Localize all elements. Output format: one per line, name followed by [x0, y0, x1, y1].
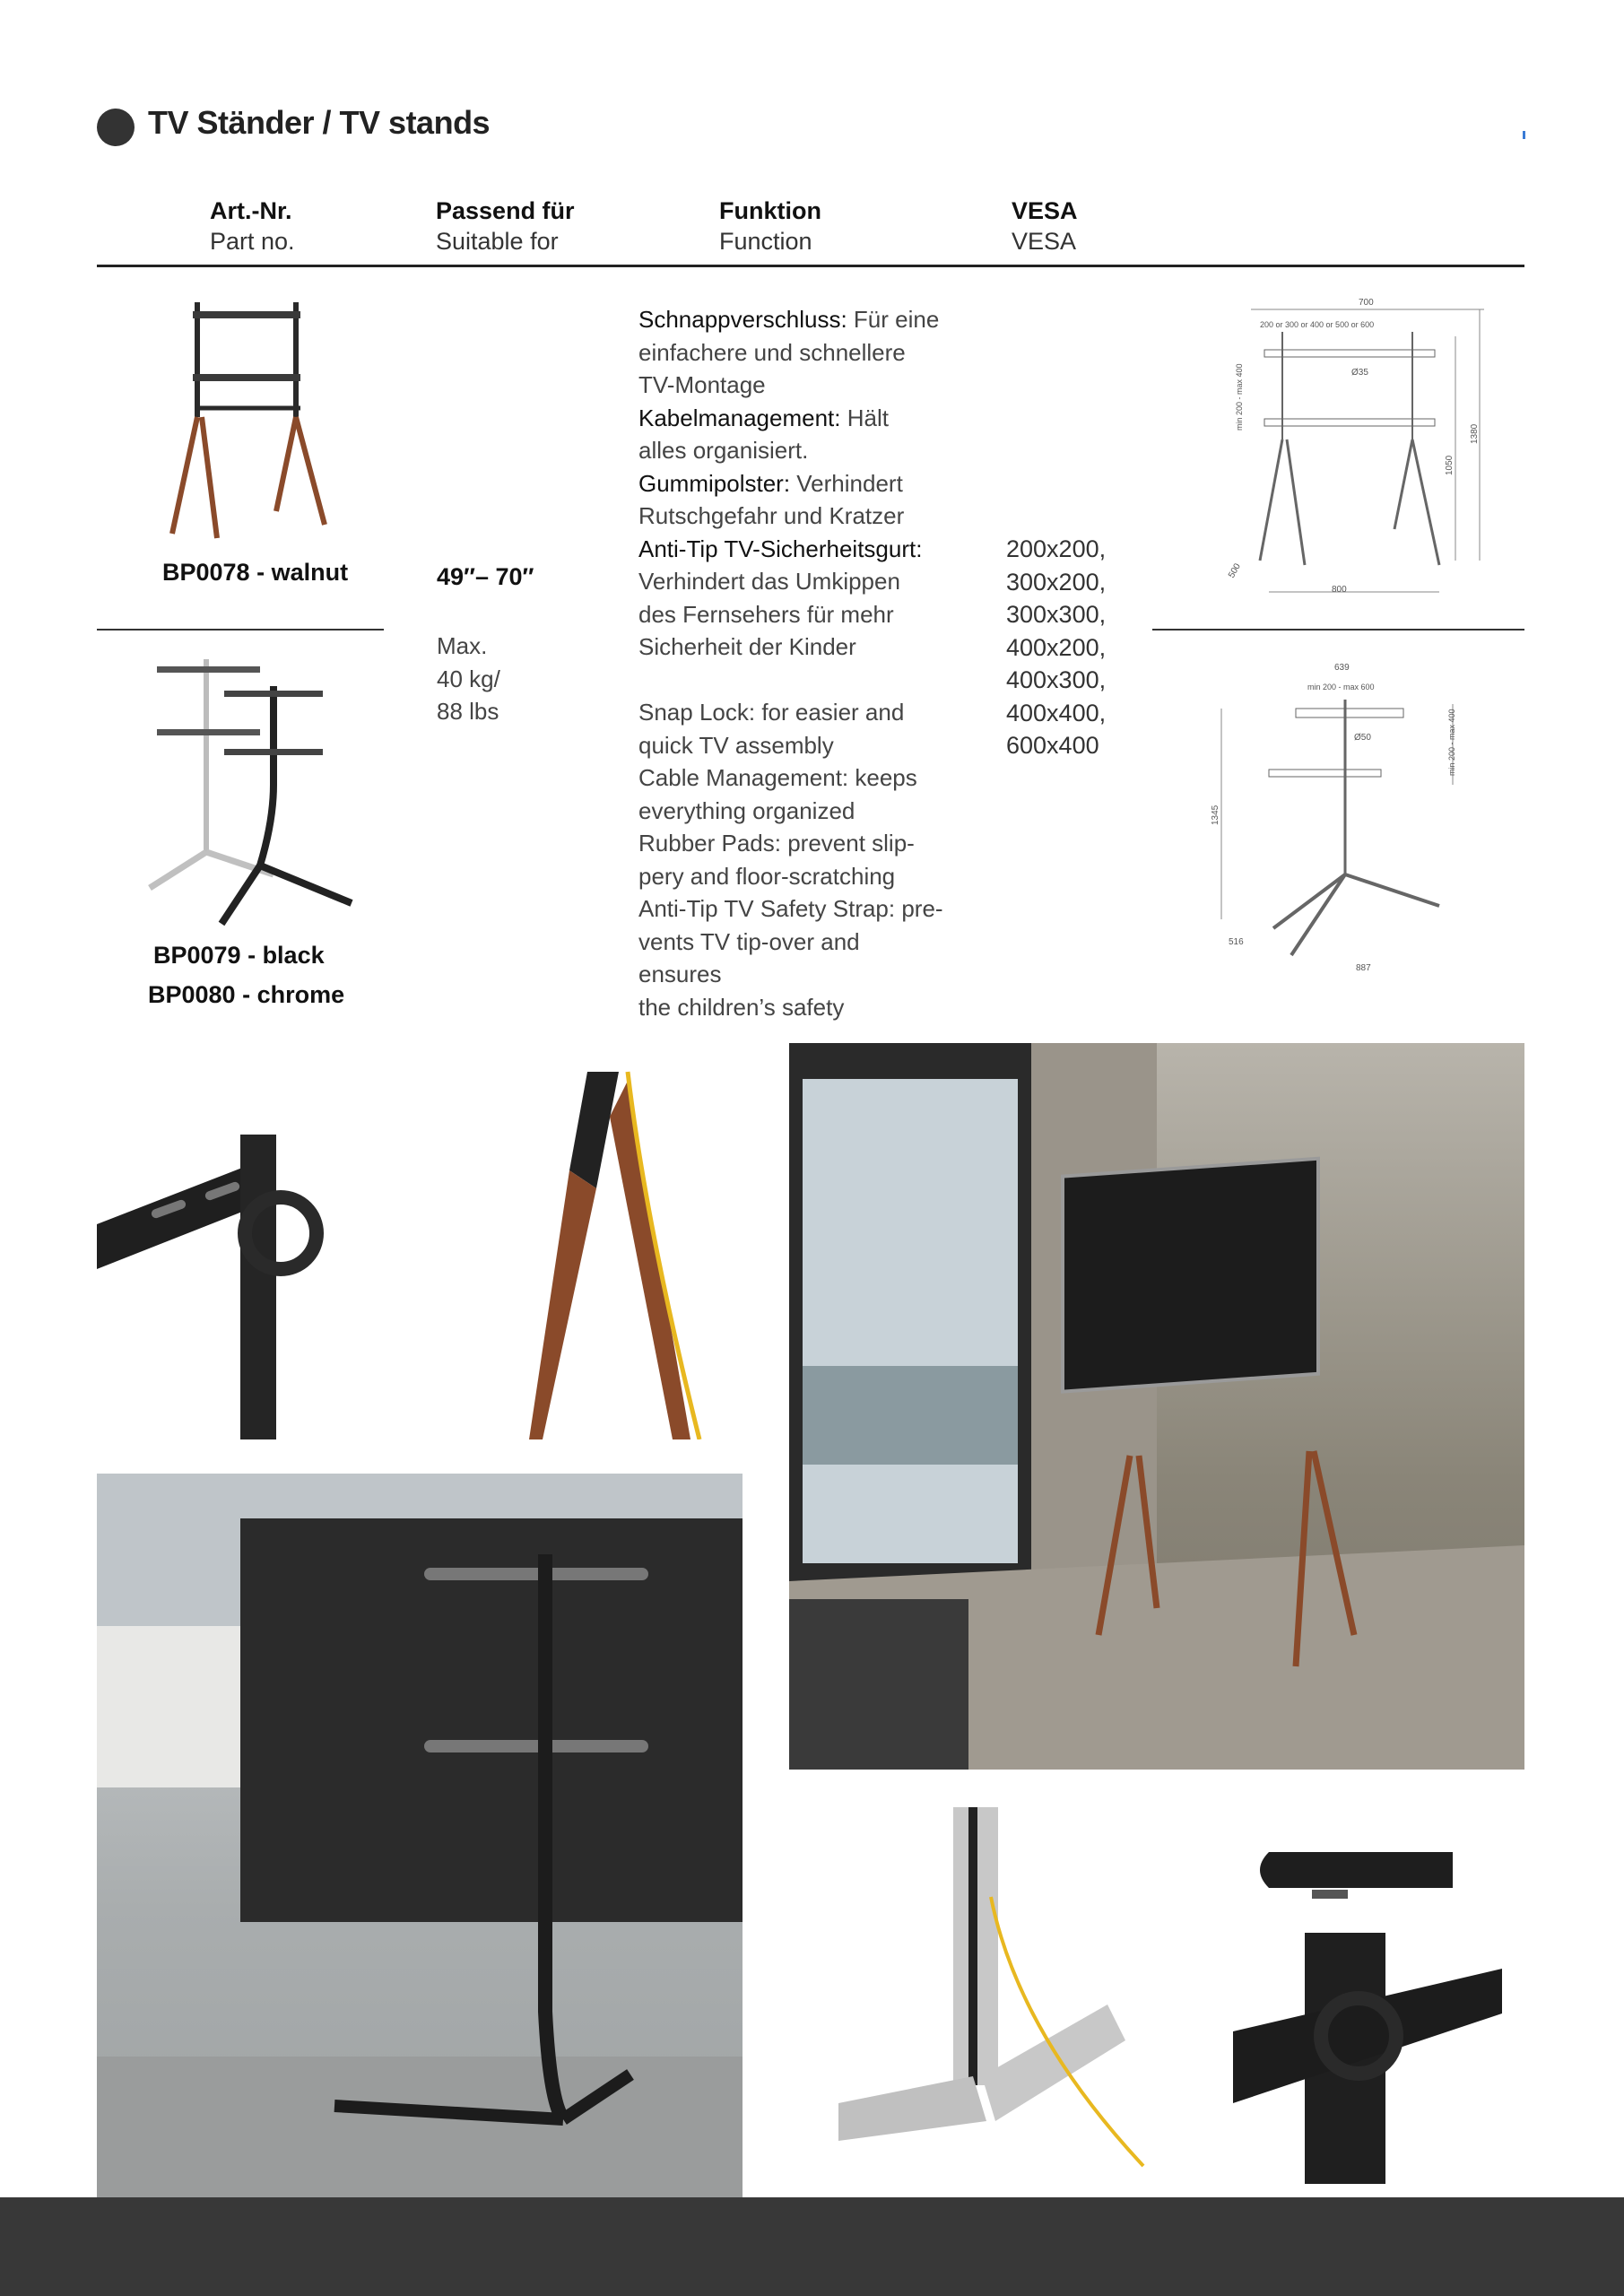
product-label-chrome: BP0080 - chrome	[148, 981, 345, 1008]
photo-clamp-detail	[97, 1045, 366, 1439]
vesa-4: 400x200,	[1006, 633, 1107, 661]
func-en-9: the children’s safety	[638, 993, 845, 1021]
suitable-max-line3: 88 lbs	[437, 698, 499, 725]
func-de-4d: Sicherheit der Kinder	[638, 633, 856, 660]
func-de-1a: Für eine	[847, 306, 940, 333]
header-vesa-en: VESA	[1012, 228, 1077, 255]
func-de-2a: Hält	[840, 404, 889, 431]
header-part-no	[210, 196, 295, 257]
title-bullet	[97, 109, 135, 146]
dim1-diameter: Ø35	[1351, 368, 1368, 378]
header-suitable	[436, 196, 575, 257]
func-en-3: Cable Management: keeps	[638, 764, 917, 791]
technical-drawing-black-chrome	[1202, 659, 1462, 982]
technical-drawing-walnut	[1215, 291, 1520, 614]
header-part-no-en: Part no.	[210, 228, 295, 255]
vesa-list	[1006, 533, 1106, 762]
func-en-6: pery and floor-scratching	[638, 862, 896, 890]
photo-walnut-leg-detail	[502, 1045, 717, 1439]
dim1-width: 700	[1359, 298, 1374, 308]
suitable-size: 49″– 70″	[437, 563, 534, 590]
dim1-height-total: 1380	[1470, 423, 1480, 444]
vesa-3: 300x300,	[1006, 601, 1107, 628]
suitable-max	[437, 630, 500, 728]
header-vesa-de: VESA	[1012, 197, 1078, 224]
func-de-4c: des Fernsehers für mehr	[638, 600, 894, 628]
header-function	[719, 196, 821, 257]
func-term-4: Anti-Tip TV-Sicherheitsgurt:	[638, 535, 923, 562]
page-title: TV Ständer / TV stands	[148, 104, 491, 141]
func-de-2b: alles organisiert.	[638, 437, 809, 464]
dim1-vrange: min 200 - max 400	[1235, 363, 1244, 430]
func-de-3b: Rutschgefahr und Kratzer	[638, 502, 905, 529]
photo-chrome-base-detail	[838, 1807, 1148, 2184]
photo-pad-detail	[1233, 1834, 1502, 2184]
dim2-depth: 516	[1229, 937, 1244, 947]
func-term-1: Schnappverschluss:	[638, 306, 847, 333]
vesa-5: 400x300,	[1006, 666, 1107, 693]
dim2-vrange: min 200 - max 400	[1447, 709, 1456, 776]
function-en	[638, 696, 943, 1023]
header-suitable-de: Passend für	[436, 197, 575, 224]
func-term-2: Kabelmanagement:	[638, 404, 841, 431]
drawing-divider	[1152, 629, 1524, 631]
func-term-3: Gummipolster:	[638, 469, 791, 497]
func-en-4: everything organized	[638, 796, 855, 824]
vesa-2: 300x200,	[1006, 568, 1107, 596]
func-en-7: Anti-Tip TV Safety Strap: pre-	[638, 895, 943, 922]
dim2-base: 887	[1356, 963, 1371, 973]
dim2-diameter: Ø50	[1354, 733, 1371, 743]
func-en-8: vents TV tip-over and ensures	[638, 927, 860, 987]
dim1-base: 800	[1332, 585, 1347, 595]
func-en-2: quick TV assembly	[638, 731, 834, 759]
func-de-3a: Verhindert	[790, 469, 903, 497]
dim1-spacing: 200 or 300 or 400 or 500 or 600	[1260, 320, 1375, 329]
product-divider	[97, 629, 384, 631]
photo-room-walnut	[789, 1043, 1524, 1770]
dim1-depth: 500	[1227, 561, 1243, 580]
header-rule	[97, 265, 1524, 267]
dim2-width: 639	[1334, 663, 1350, 673]
suitable-max-line1: Max.	[437, 632, 488, 659]
footer-bar	[0, 2197, 1624, 2296]
func-en-5: Rubber Pads: prevent slip-	[638, 830, 915, 857]
header-vesa	[1012, 196, 1078, 257]
suitable-max-line2: 40 kg/	[437, 665, 500, 692]
func-de-1b: einfachere und schnellere	[638, 338, 906, 366]
vesa-1: 200x200,	[1006, 535, 1107, 562]
dim2-height: 1345	[1211, 804, 1220, 825]
product-label-walnut: BP0078 - walnut	[162, 559, 349, 586]
func-de-1c: TV-Montage	[638, 371, 766, 398]
func-en-1: Snap Lock: for easier and	[638, 699, 905, 726]
product-label-black: BP0079 - black	[153, 942, 325, 969]
header-part-no-de: Art.-Nr.	[210, 197, 292, 224]
func-de-4b: Verhindert das Umkippen	[638, 568, 900, 595]
header-function-de: Funktion	[719, 197, 821, 224]
dim1-height-mid: 1050	[1445, 455, 1455, 475]
blue-mark	[1523, 131, 1525, 139]
function-de	[638, 303, 943, 664]
vesa-6: 400x400,	[1006, 699, 1107, 726]
product-image-black-chrome	[139, 650, 363, 933]
photo-black-stand-back	[97, 1474, 743, 2197]
dim2-spacing: min 200 - max 600	[1307, 683, 1375, 691]
header-suitable-en: Suitable for	[436, 228, 559, 255]
product-image-walnut	[152, 291, 341, 547]
vesa-7: 600x400	[1006, 732, 1099, 759]
header-function-en: Function	[719, 228, 812, 255]
